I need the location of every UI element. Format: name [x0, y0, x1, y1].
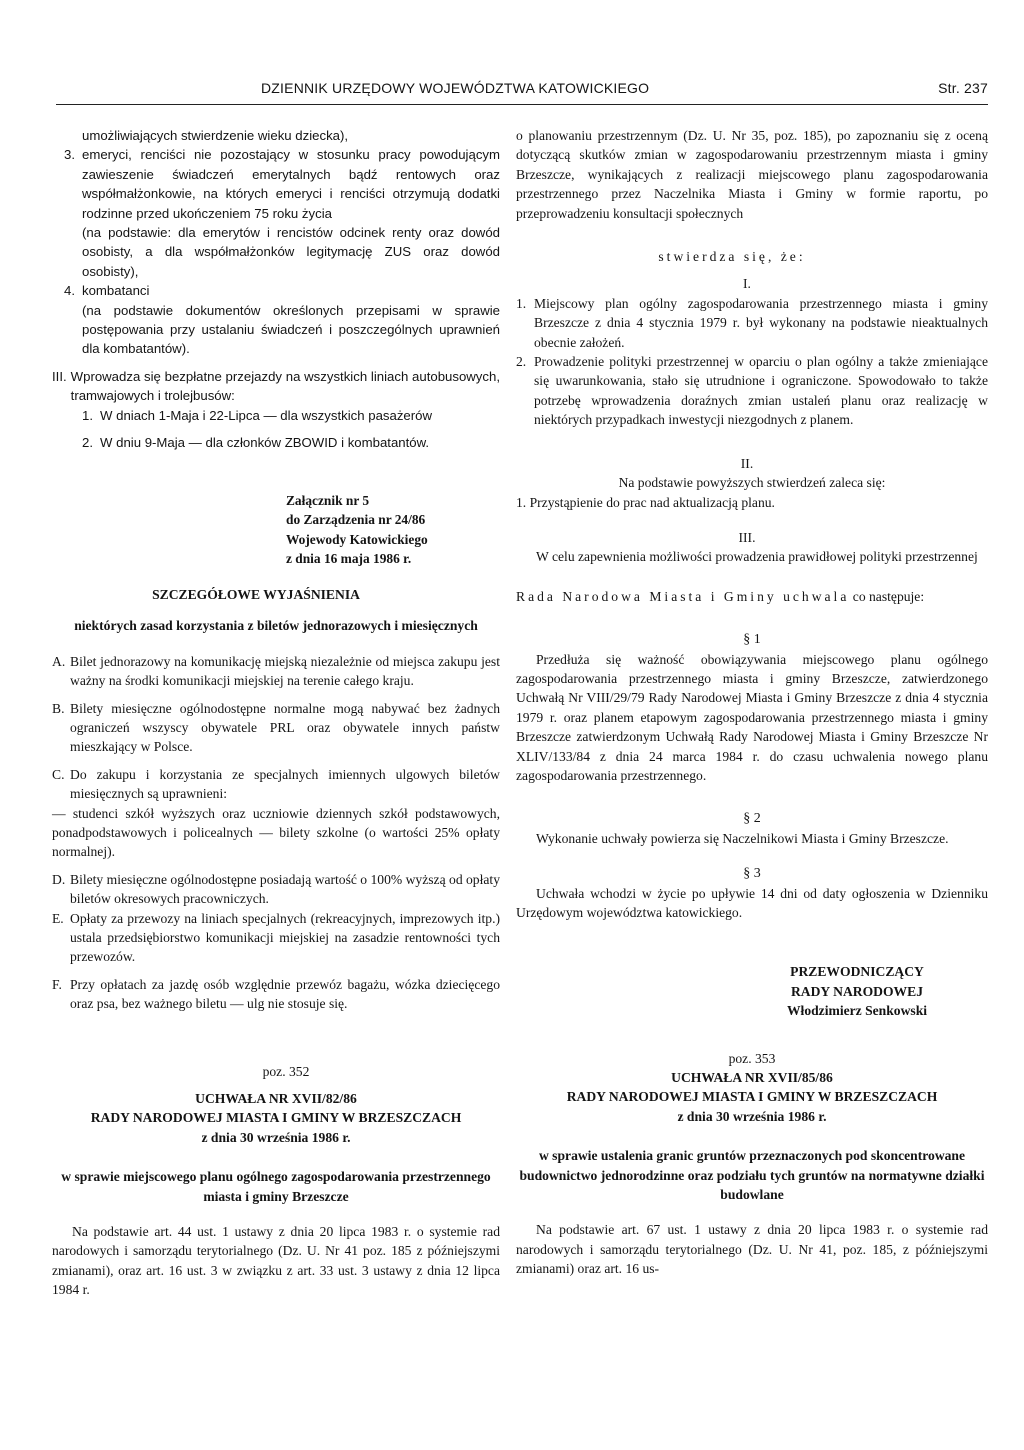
list-basis: (na podstawie: dla emerytów i rencistów odcinek renty oraz dowód osobisty, a dla współmałżonków legitymację ZUS oraz dowód osobisty),: [82, 225, 500, 279]
rule-text: Bilety miesięczne ogólnodostępne normalne mogą nabywać bez żadnych ograniczeń wszyscy obywatele PRL oraz obywatele innych państw mieszkający w Polsce.: [70, 700, 500, 755]
recommendation-intro: Na podstawie powyższych stwierdzeń zaleca się:: [618, 475, 886, 491]
list-text: W dniu 9-Maja — dla członków ZBOWID i kombatantów.: [100, 435, 430, 451]
paragraph-text: Wykonanie uchwały powierza się Naczelnikowi Miasta i Gminy Brzeszcze.: [536, 830, 949, 846]
list-number: 2.: [516, 354, 527, 370]
legal-basis: Na podstawie art. 67 ust. 1 ustawy z dnia 20 lipca 1983 r. o systemie rad narodowych i samorządu terytorialnego (Dz. U. Nr 41, poz. 185, z późniejszymi zmianami) oraz art. 16 us-: [516, 1222, 988, 1277]
rule-e: [52, 909, 500, 967]
left-column: [52, 126, 500, 1300]
journal-title: DZIENNIK URZĘDOWY WOJEWÓDZTWA KATOWICKIEGO: [261, 80, 650, 96]
finding-2: [516, 352, 988, 430]
rule-c: [52, 765, 500, 804]
paragraph-sign: § 2: [743, 811, 761, 827]
rule-f: [52, 975, 500, 1014]
position-number: poz. 353: [728, 1050, 776, 1066]
section-iii-item-1: [52, 406, 500, 425]
rule-marker: F.: [52, 976, 62, 992]
paragraph-text: Uchwała wchodzi w życie po upływie 14 dni od daty ogłoszenia w Dzienniku Urzędowym województwa katowickiego.: [516, 885, 988, 920]
resolution-body: RADY NARODOWEJ MIASTA I GMINY W BRZESZCZACH: [566, 1089, 938, 1105]
finding-heading: stwierdza się, że:: [658, 249, 806, 265]
section-number: III.: [738, 529, 756, 545]
list-text: Prowadzenie polityki przestrzennej w oparciu o plan ogólny a także zmieniające się uwarunkowania, stało się utrudnione i ograniczone. Spowodowało to także potrzebę wprowadzenia doraźnych zmian ustaleń planu oraz realizację w niektórych przypadkach inwestycji niezgodnych z planem.: [534, 354, 988, 428]
rule-marker: E.: [52, 910, 64, 926]
list-number: 1.: [516, 295, 527, 311]
section-text: W celu zapewnienia możliwości prowadzenia prawidłowej polityki przestrzennej: [536, 549, 978, 565]
section-heading: SZCZEGÓŁOWE WYJAŚNIENIA: [152, 586, 360, 602]
list-number: 4.: [64, 283, 75, 299]
rule-text: Opłaty za przewozy na liniach specjalnych (rekreacyjnych, imprezowych itp.) ustala przedsiębiorstwo komunikacji miejskiej na zasadzie rentowności tych przewozów.: [70, 910, 500, 965]
header-rule: [56, 104, 988, 105]
section-iii-item-2: [52, 433, 500, 452]
resolution-subject: w sprawie miejscowego planu ogólnego zagospodarowania przestrzennego miasta i gminy Brzeszcze: [61, 1169, 491, 1204]
rule-text: Do zakupu i korzystania ze specjalnych imiennych ulgowych biletów miesięcznych są uprawnieni:: [70, 766, 500, 802]
rule-text: Bilet jednorazowy na komunikację miejską niezależnie od miejsca zakupu jest ważny na środki komunikacji miejskiej na terenie całego kraju.: [70, 653, 500, 689]
signature-title: PRZEWODNICZĄCY: [790, 964, 924, 980]
signature-block: [726, 962, 988, 1020]
rule-marker: A.: [52, 653, 66, 669]
rule-b: [52, 699, 500, 757]
attachment-line: do Zarządzenia nr 24/86: [286, 512, 426, 528]
resolution-title: UCHWAŁA NR XVII/82/86: [195, 1091, 357, 1106]
section-number: III.: [52, 368, 67, 384]
section-iii: [52, 367, 500, 406]
resolution-date: z dnia 30 września 1986 r.: [677, 1108, 827, 1124]
section-number: I.: [743, 276, 751, 292]
list-number: 3.: [64, 147, 75, 163]
resolution-date: z dnia 30 września 1986 r.: [201, 1129, 351, 1145]
page-number: Str. 237: [938, 80, 988, 96]
list-basis: (na podstawie dokumentów określonych przepisami w sprawie postępowania przy ustalaniu świadczeń i poszczególnych uprawnień dla kombatantów).: [82, 302, 500, 357]
attachment-line: z dnia 16 maja 1986 r.: [286, 551, 412, 567]
section-subheading: niektórych zasad korzystania z biletów jednorazowych i miesięcznych: [74, 618, 478, 634]
resolution-subject: w sprawie ustalenia granic gruntów przeznaczonych pod skoncentrowane budownictwo jednorodzinne oraz podziału tych gruntów na normatywne działki budowlane: [519, 1148, 985, 1203]
attachment-note: [286, 491, 500, 569]
list-text: kombatanci: [82, 283, 150, 299]
signature-name: Włodzimierz Senkowski: [786, 1003, 928, 1019]
council-decision-rest: co następuje:: [852, 588, 925, 604]
attachment-line: Załącznik nr 5: [286, 492, 370, 508]
paragraph-sign: § 3: [743, 866, 761, 882]
rule-marker: D.: [52, 871, 66, 887]
rule-text: Przy opłatach za jazdę osób względnie przewóz bagażu, wózka dziecięcego oraz psa, bez ważnego biletu — ulg nie stosuje się.: [70, 976, 500, 1012]
position-number: poz. 352: [262, 1063, 310, 1079]
rule-text: Bilety miesięczne ogólnodostępne posiadają wartość o 100% wyższą od opłaty biletów okresowych pracowniczych.: [70, 871, 500, 907]
list-text: Miejscowy plan ogólny zagospodarowania przestrzennego miasta i gminy Brzeszcze z dnia 4 stycznia 1979 r. był wykonany na podstawie nieaktualnych obecnie założeń.: [534, 295, 988, 350]
rule-a: [52, 652, 500, 691]
paragraph-sign: § 1: [743, 632, 761, 648]
rule-marker: C.: [52, 766, 65, 782]
resolution-body: RADY NARODOWEJ MIASTA I GMINY W BRZESZCZACH: [90, 1110, 462, 1126]
council-decision: [516, 587, 988, 606]
section-text: Wprowadza się bezpłatne przejazdy na wszystkich liniach autobusowych, tramwajowych i trolejbusów:: [70, 368, 500, 404]
finding-1: [516, 294, 988, 352]
rule-c-dash: — studenci szkół wyższych oraz uczniowie dziennych szkół podstawowych, ponadpodstawowych i policealnych — bilety szkolne (o wartości 25% opłaty normalnej).: [52, 805, 500, 860]
recommendation-item: 1. Przystąpienie do prac nad aktualizacją planu.: [516, 494, 775, 510]
signature-body: RADY NARODOWEJ: [790, 983, 924, 999]
paragraph-text: Przedłuża się ważność obowiązywania miejscowego planu ogólnego zagospodarowania przestrzennego miasta i gminy Brzeszcze, zatwierdzonego Uchwałą Nr VIII/29/79 Rady Narodowej Miasta i Gminy Brzeszcze z dnia 4 stycznia 1979 r. oraz planem etapowym zagospodarowania przestrzennego miasta i gminy Brzeszcze zatwierdzonym Uchwałą Rady Narodowej Miasta i Gminy Brzeszcze Nr XLIV/133/84 z dnia 24 marca 1984 r. do czasu uchwalenia nowego planu zagospodarowania przestrzennego.: [516, 651, 988, 783]
section-number: II.: [740, 455, 754, 471]
resolution-title: UCHWAŁA NR XVII/85/86: [671, 1070, 833, 1086]
continued-text: o planowaniu przestrzennym (Dz. U. Nr 35, poz. 185), po zapoznaniu się z oceną dotyczącą skutków zmian w zagospodarowaniu przestrzennym miasta i gminy Brzeszcze, wynikających z realizacji miejscowego planu zagospodarowania przestrzennego przez Naczelnika Miasta i Gminy w formie raportu, po przeprowadzeniu konsultacji społecznych: [516, 128, 988, 221]
list-number: 2.: [82, 435, 93, 451]
rule-d: [52, 870, 500, 909]
list-item-3: [52, 145, 500, 223]
attachment-line: Wojewody Katowickiego: [286, 531, 428, 547]
page-header: [56, 78, 988, 100]
legal-basis: Na podstawie art. 44 ust. 1 ustawy z dnia 20 lipca 1983 r. o systemie rad narodowych i samorządu terytorialnego (Dz. U. Nr 41 poz. 185 z późniejszymi zmianami), oraz art. 16 ust. 3 w związku z art. 33 ust. 3 ustawy z dnia 12 lipca 1984 r.: [52, 1224, 500, 1298]
list-text: W dniach 1-Maja i 22-Lipca — dla wszystkich pasażerów: [100, 407, 433, 423]
list-number: 1.: [82, 407, 93, 423]
list-continuation: umożliwiających stwierdzenie wieku dziecka),: [82, 128, 349, 143]
rule-marker: B.: [52, 700, 65, 716]
council-decision-spaced: Rada Narodowa Miasta i Gminy uchwala: [516, 588, 850, 604]
list-text: emeryci, renciści nie pozostający w stosunku pracy powodującym zawieszenie świadczeń emerytalnych bądź rentowych oraz współmałżonkowie, na których emeryci i renciści otrzymują dodatki rodzinne przed ukończeniem 75 roku życia: [82, 147, 500, 221]
list-item-4: [52, 281, 500, 300]
right-column: [516, 126, 988, 1279]
